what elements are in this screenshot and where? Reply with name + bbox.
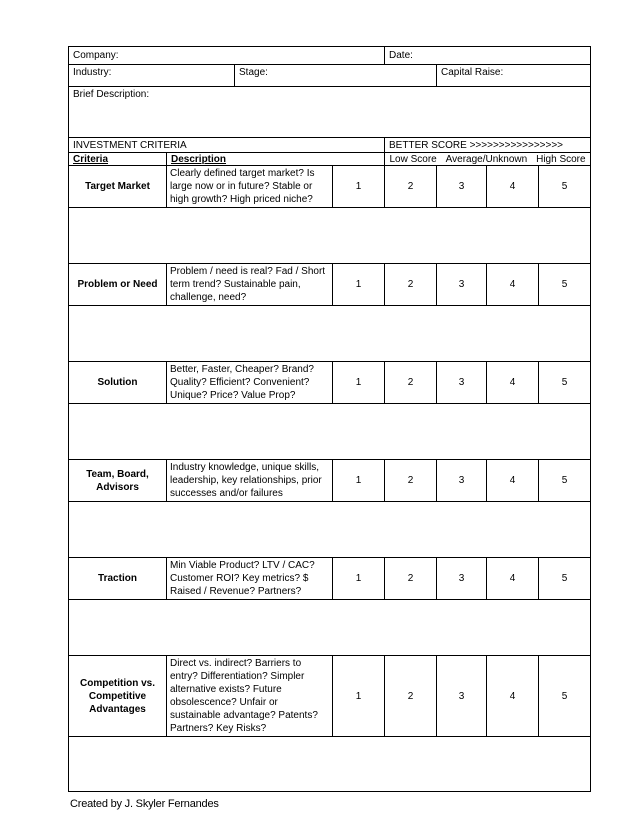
notes-field[interactable] — [69, 502, 591, 558]
notes-row — [69, 600, 591, 656]
score-option-4[interactable]: 4 — [487, 362, 539, 404]
score-option-3[interactable]: 3 — [437, 362, 487, 404]
stage-field[interactable] — [235, 65, 437, 87]
high-score-label: High Score — [536, 153, 586, 165]
score-option-5[interactable]: 5 — [539, 362, 591, 404]
notes-field[interactable] — [69, 404, 591, 460]
notes-field[interactable] — [69, 737, 591, 792]
criteria-name: Competition vs. Competitive Advantages — [69, 656, 167, 737]
company-field[interactable] — [69, 47, 385, 65]
score-option-1[interactable]: 1 — [333, 264, 385, 306]
notes-row — [69, 737, 591, 792]
score-option-1[interactable]: 1 — [333, 656, 385, 737]
score-option-3[interactable]: 3 — [437, 460, 487, 502]
criteria-row — [69, 460, 591, 502]
brief-description-field[interactable] — [69, 87, 591, 138]
criteria-column-header: Criteria — [69, 153, 167, 166]
footer-credit: Created by J. Skyler Fernandes — [70, 798, 219, 810]
investment-criteria-header: INVESTMENT CRITERIA — [69, 138, 385, 153]
criteria-row — [69, 656, 591, 737]
date-field[interactable] — [385, 47, 591, 65]
score-scale-header — [385, 153, 591, 166]
notes-field[interactable] — [69, 306, 591, 362]
industry-field[interactable] — [69, 65, 235, 87]
notes-field[interactable] — [69, 208, 591, 264]
criteria-description: Better, Faster, Cheaper? Brand? Quality? Efficient? Convenient? Unique? Price? Value Prop? — [167, 362, 333, 404]
criteria-description: Industry knowledge, unique skills, leadership, key relationships, prior successes and/or failures — [167, 460, 333, 502]
average-label: Average/Unknown — [445, 153, 528, 165]
criteria-name: Solution — [69, 362, 167, 404]
notes-row — [69, 502, 591, 558]
score-option-3[interactable]: 3 — [437, 656, 487, 737]
score-option-5[interactable]: 5 — [539, 264, 591, 306]
industry-label: Industry: — [73, 67, 112, 78]
better-score-header: BETTER SCORE >>>>>>>>>>>>>>>> — [385, 138, 591, 153]
criteria-name: Team, Board, Advisors — [69, 460, 167, 502]
score-option-5[interactable]: 5 — [539, 656, 591, 737]
company-label: Company: — [73, 50, 119, 61]
score-option-1[interactable]: 1 — [333, 558, 385, 600]
criteria-name: Traction — [69, 558, 167, 600]
score-option-4[interactable]: 4 — [487, 656, 539, 737]
criteria-name: Target Market — [69, 166, 167, 208]
score-option-4[interactable]: 4 — [487, 558, 539, 600]
score-option-2[interactable]: 2 — [385, 558, 437, 600]
score-option-5[interactable]: 5 — [539, 166, 591, 208]
notes-row — [69, 208, 591, 264]
score-option-3[interactable]: 3 — [437, 558, 487, 600]
notes-field[interactable] — [69, 600, 591, 656]
score-option-1[interactable]: 1 — [333, 166, 385, 208]
criteria-description: Direct vs. indirect? Barriers to entry? Differentiation? Simpler alternative exists? Future obsolescence? Unfair or sustainable advantage? Patents? Partners? Key Risks? — [167, 656, 333, 737]
criteria-description: Clearly defined target market? Is large now or in future? Stable or high growth? High priced niche? — [167, 166, 333, 208]
score-option-2[interactable]: 2 — [385, 460, 437, 502]
score-option-2[interactable]: 2 — [385, 264, 437, 306]
score-option-4[interactable]: 4 — [487, 460, 539, 502]
stage-label: Stage: — [239, 67, 268, 78]
date-label: Date: — [389, 50, 413, 61]
score-option-5[interactable]: 5 — [539, 558, 591, 600]
score-option-1[interactable]: 1 — [333, 362, 385, 404]
criteria-description: Min Viable Product? LTV / CAC? Customer ROI? Key metrics? $ Raised / Revenue? Partners? — [167, 558, 333, 600]
score-option-4[interactable]: 4 — [487, 166, 539, 208]
notes-row — [69, 404, 591, 460]
score-option-2[interactable]: 2 — [385, 656, 437, 737]
score-option-4[interactable]: 4 — [487, 264, 539, 306]
score-option-2[interactable]: 2 — [385, 166, 437, 208]
criteria-row — [69, 166, 591, 208]
capital-raise-label: Capital Raise: — [441, 67, 504, 78]
criteria-row — [69, 558, 591, 600]
capital-raise-field[interactable] — [437, 65, 591, 87]
score-option-5[interactable]: 5 — [539, 460, 591, 502]
criteria-row — [69, 362, 591, 404]
evaluation-form — [68, 46, 591, 792]
low-score-label: Low Score — [389, 153, 437, 165]
score-option-2[interactable]: 2 — [385, 362, 437, 404]
criteria-row — [69, 264, 591, 306]
description-column-header: Description — [167, 153, 385, 166]
score-option-1[interactable]: 1 — [333, 460, 385, 502]
score-option-3[interactable]: 3 — [437, 264, 487, 306]
criteria-name: Problem or Need — [69, 264, 167, 306]
criteria-description: Problem / need is real? Fad / Short term trend? Sustainable pain, challenge, need? — [167, 264, 333, 306]
brief-description-label: Brief Description: — [73, 89, 150, 100]
score-option-3[interactable]: 3 — [437, 166, 487, 208]
notes-row — [69, 306, 591, 362]
